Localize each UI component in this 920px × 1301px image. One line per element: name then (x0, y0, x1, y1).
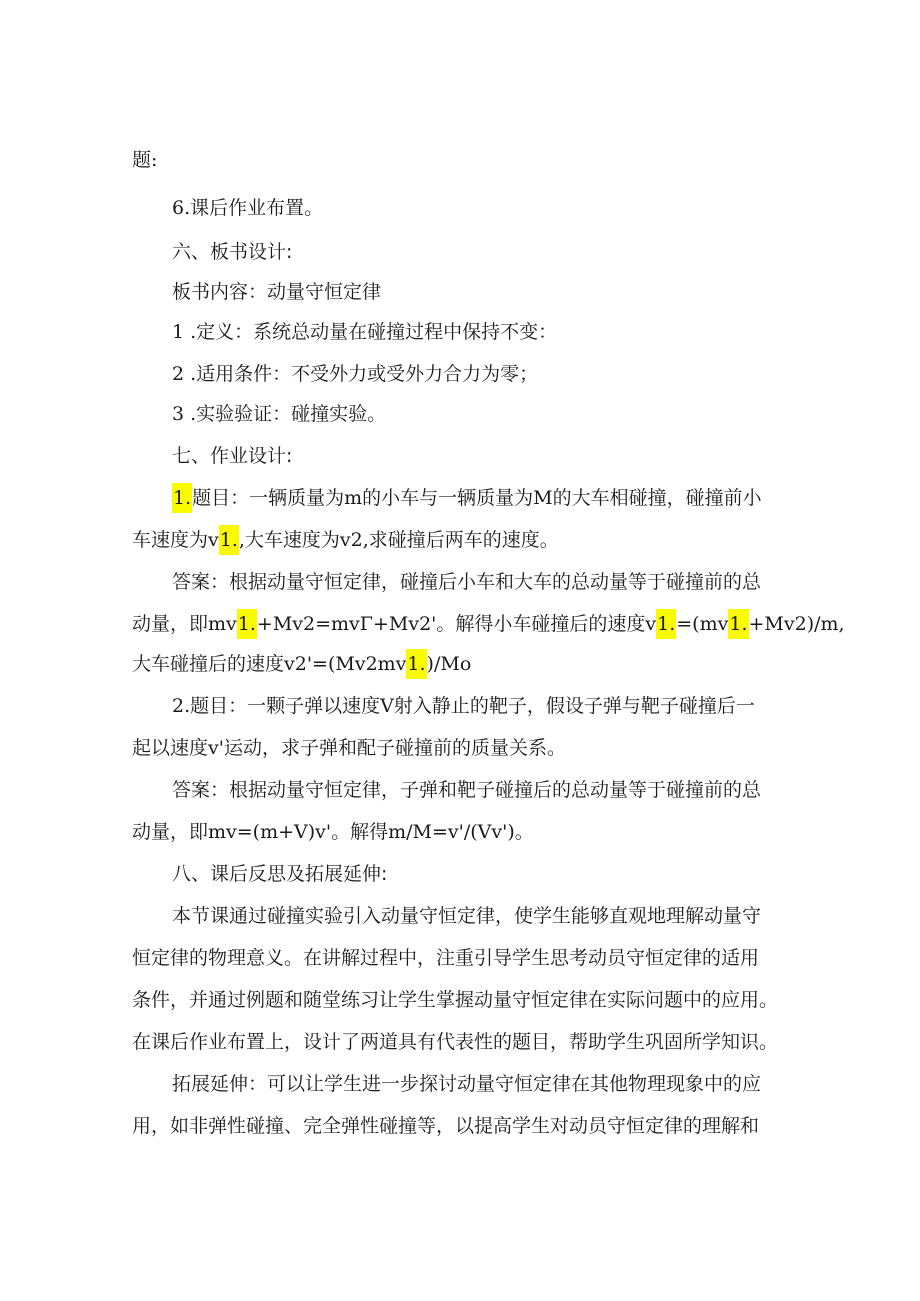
text-line: 6.课后作业布置。 (172, 197, 324, 219)
section-heading-8: 八、课后反思及拓展延伸: (172, 863, 388, 885)
answer-1-line-1: 答案：根据动量守恒定律，碰撞后小车和大车的总动量等于碰撞前的总 (172, 571, 762, 593)
highlight-mark: 1. (406, 649, 426, 679)
highlight-mark: 1. (219, 525, 239, 555)
question-2-line-2: 起以速度v'运动，求子弹和配子碰撞前的质量关系。 (132, 737, 566, 759)
text-span: +Mv2)/m, (748, 613, 845, 635)
text-line: 题: (132, 149, 158, 171)
paragraph-line: 条件，并通过例题和随堂练习让学生掌握动量守恒定律在实际问题中的应用。 (132, 989, 779, 1011)
question-2-line-1: 2.题目：一颗子弹以速度V射入静止的靶子，假设子弹与靶子碰撞后一 (172, 695, 755, 717)
text-span: +Mv2=mvΓ+Mv2'。解得小车碰撞后的速度v (256, 613, 657, 635)
text-span: 题目：一辆质量为m的小车与一辆质量为M的大车相碰撞，碰撞前小 (192, 487, 762, 509)
highlight-mark: 1. (728, 609, 748, 639)
answer-1-line-2 (132, 612, 845, 636)
paragraph-line: 本节课通过碰撞实验引入动量守恒定律，使学生能够直观地理解动量守 (172, 905, 762, 927)
text-span: 大车碰撞后的速度v2'=(Mv2mv (132, 653, 407, 675)
answer-2-line-1: 答案：根据动量守恒定律，子弹和靶子碰撞后的总动量等于碰撞前的总 (172, 779, 762, 801)
paragraph-line: 恒定律的物理意义。在讲解过程中，注重引导学生思考动员守恒定律的适用 (132, 947, 760, 969)
paragraph-line: 拓展延伸：可以让学生进一步探讨动量守恒定律在其他物理现象中的应 (172, 1073, 762, 1095)
text-line: 1 .定义：系统总动量在碰撞过程中保持不变： (172, 321, 558, 343)
text-span: ,大车速度为v2,求碰撞后两车的速度。 (238, 529, 559, 551)
highlight-mark: 1. (237, 609, 257, 639)
highlight-mark: 1. (656, 609, 676, 639)
text-span: 动量，即mv (132, 613, 237, 635)
question-1-line-2 (132, 528, 559, 552)
text-span: )/Mo (426, 653, 472, 675)
paragraph-line: 用，如非弹性碰撞、完全弹性碰撞等，以提高学生对动员守恒定律的理解和 (132, 1115, 760, 1137)
text-span: =(mv (676, 613, 729, 635)
question-1-line-1 (172, 486, 762, 510)
text-line: 板书内容：动量守恒定律 (172, 281, 382, 303)
paragraph-line: 在课后作业布置上，设计了两道具有代表性的题目，帮助学生巩固所学知识。 (132, 1031, 779, 1053)
section-heading-6: 六、板书设计: (172, 241, 293, 263)
text-line: 3 .实验验证：碰撞实验。 (172, 403, 387, 425)
answer-2-line-2: 动量，即mv=(m+V)v'。解得m/M=v'/(Vv')。 (132, 821, 534, 843)
section-heading-7: 七、作业设计: (172, 445, 293, 467)
text-line: 2 .适用条件：不受外力或受外力合力为零； (172, 363, 539, 385)
answer-1-line-3 (132, 652, 471, 676)
highlight-mark: 1. (172, 483, 192, 513)
text-span: 车速度为v (132, 529, 219, 551)
